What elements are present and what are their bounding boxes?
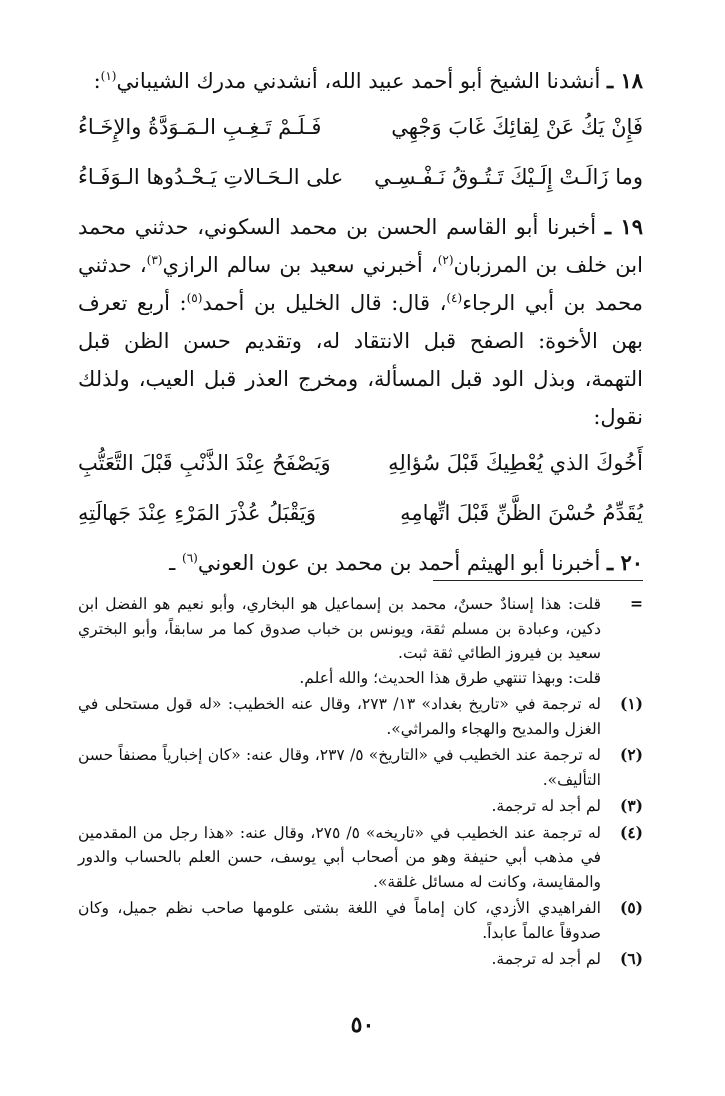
verse-second-hemistich: وَيَقْبَلُ عُذْرَ المَرْءِ عِنْدَ جَهالَتِهِ bbox=[78, 501, 317, 525]
paragraph-text: أخبرنا أبو القاسم الحسن بن محمد السكوني، حدثني محمد ابن خلف بن المرزبان bbox=[78, 215, 643, 277]
footnote-text: الفراهيدي الأزدي، كان إماماً في اللغة بشتى علومها صاحب نظم جميل، وكان صدوقاً عالماً عابداً. bbox=[78, 899, 601, 942]
footnote-marker: (٣) bbox=[619, 796, 643, 815]
footnote-3 bbox=[78, 794, 643, 819]
paragraph-18 bbox=[78, 62, 643, 100]
verse-line bbox=[78, 158, 643, 196]
footnote-text: قلت: وبهذا تنتهي طرق هذا الحديث؛ والله أعلم. bbox=[299, 668, 601, 687]
verse-second-hemistich: وَيَصْفَحُ عِنْدَ الذَّنْبِ قَبْلَ التَّعَتُّبِ bbox=[78, 451, 331, 475]
paragraph-20 bbox=[78, 544, 643, 582]
footnote-1 bbox=[78, 692, 643, 741]
footnote-ref[interactable]: (٢) bbox=[437, 253, 454, 267]
colon: : bbox=[93, 69, 101, 93]
paragraph-text: ، أخبرني سعيد بن سالم الرازي bbox=[162, 253, 438, 277]
footnote-marker: (٢) bbox=[619, 745, 643, 764]
footnote-6 bbox=[78, 947, 643, 972]
footnote-2 bbox=[78, 743, 643, 792]
verse-first-hemistich: أَخُوكَ الذي يُعْطِيكَ قَبْلَ سُؤالِهِ bbox=[388, 451, 643, 475]
verse-line bbox=[78, 444, 643, 482]
footnote-ref[interactable]: (٣) bbox=[146, 253, 163, 267]
item-number: ٢٠ ـ bbox=[606, 550, 643, 575]
footnote-text: له ترجمة عند الخطيب في «التاريخ» ٥/ ٢٣٧، وقال عنه: «كان إخبارياً مصنفاً حسن التأليف». bbox=[78, 746, 601, 789]
verse-second-hemistich: على الـحَـالاتِ يَـحْـدُوها الـوَفَـاءُ bbox=[78, 165, 344, 189]
verse-first-hemistich: فَإِنْ يَكُ عَنْ لِقائِكَ غَابَ وَجْهِي bbox=[391, 115, 643, 139]
paragraph-text: : أربع تعرف بهن الأخوة: الصفح قبل الانتقاد له، وتقديم حسن الظن قبل التهمة، وبذل الود قبل المسألة، ومخرج العذر قبل العيب، ولذلك نقول: bbox=[78, 291, 643, 429]
page-number: ٥٠ bbox=[350, 1012, 375, 1038]
paragraph-text: أخبرنا أبو الهيثم أحمد بن محمد بن عون العوني bbox=[197, 551, 601, 575]
item-number: ١٨ ـ bbox=[606, 68, 643, 93]
dash: ـ bbox=[169, 551, 182, 575]
footnote-text: لم أجد له ترجمة. bbox=[491, 950, 601, 968]
paragraph-text: ، حدثني محمد بن أبي الرجاء bbox=[78, 253, 643, 315]
footnote-ref[interactable]: (٥) bbox=[186, 291, 203, 305]
footnotes-section bbox=[78, 592, 643, 974]
footnote-4 bbox=[78, 821, 643, 895]
footnote-text: قلت: هذا إسنادٌ حسنٌ، محمد بن إسماعيل هو البخاري، وأبو نعيم هو الفضل ابن دكين، وعبادة بن مسلم ثقة، ويونس بن خباب صدوق كما مر سابقاً، وأبو البختري سعيد بن فيروز الطائي ثقة ثبت. bbox=[78, 595, 601, 662]
verse-first-hemistich: وما زَالَـتْ إِلَـيْكَ تَـتُـوقُ نَـفْـسِـي bbox=[374, 165, 643, 189]
paragraph-text: أنشدنا الشيخ أبو أحمد عبيد الله، أنشدني مدرك الشيباني bbox=[116, 69, 601, 93]
footnote-text: له ترجمة عند الخطيب في «تاريخه» ٥/ ٢٧٥، وقال عنه: «هذا رجل من المقدمين في مذهب أبي حنيفة وهو من أصحاب أبي يوسف، حسن العلم بالحساب والدور والمقايسة، وكانت له مسائل غلقة». bbox=[78, 823, 602, 891]
footnote-continuation bbox=[78, 592, 643, 690]
footnote-text: له ترجمة في «تاريخ بغداد» ١٣/ ٢٧٣، وقال عنه الخطيب: «له قول مستحلى في الغزل والمديح والهجاء والمراثي». bbox=[78, 695, 601, 738]
footnote-text: لم أجد له ترجمة. bbox=[491, 797, 601, 815]
item-number: ١٩ ـ bbox=[604, 214, 643, 239]
footnote-5 bbox=[78, 896, 643, 945]
verse-first-hemistich: يُقَدِّمُ حُسْنَ الظَّنِّ قَبْلَ اتِّهامِهِ bbox=[400, 501, 643, 525]
verse-line bbox=[78, 494, 643, 532]
footnote-marker: (٤) bbox=[619, 822, 643, 842]
paragraph-19 bbox=[78, 208, 643, 436]
footnote-marker: (٥) bbox=[619, 898, 643, 917]
verse-second-hemistich: فَـلَـمْ تَـغِـبِ الـمَـوَدَّةُ والإِخَـاءُ bbox=[78, 115, 322, 139]
paragraph-text: ، قال: قال الخليل بن أحمد bbox=[202, 291, 447, 315]
footnote-divider bbox=[433, 580, 643, 581]
main-text bbox=[78, 62, 643, 590]
footnote-marker: (٦) bbox=[619, 949, 643, 968]
continuation-marker: = bbox=[630, 594, 643, 613]
verse-line bbox=[78, 108, 643, 146]
footnote-ref[interactable]: (٦) bbox=[182, 551, 198, 565]
footnote-marker: (١) bbox=[619, 694, 643, 713]
footnote-ref[interactable]: (٤) bbox=[446, 291, 463, 305]
footnote-ref[interactable]: (١) bbox=[100, 69, 117, 83]
